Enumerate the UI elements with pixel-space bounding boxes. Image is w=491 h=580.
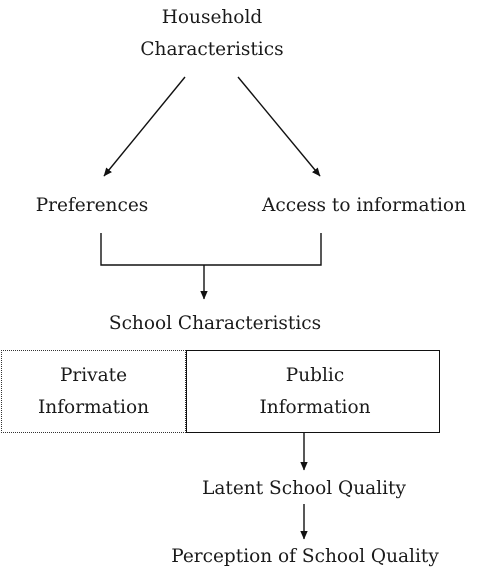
household-line2: Characteristics [140, 39, 284, 60]
preferences-label: Preferences [35, 195, 149, 216]
latent-quality-label: Latent School Quality [202, 478, 406, 499]
access-label: Access to information [262, 195, 466, 216]
edge-household-to-preferences [104, 77, 185, 176]
node-latent-school-quality [182, 473, 426, 505]
node-public-information [200, 360, 430, 424]
private-line2: Information [37, 397, 150, 418]
bracket-preferences-access [101, 233, 321, 265]
school-characteristics-label: School Characteristics [108, 313, 322, 334]
node-preferences [22, 190, 162, 222]
node-private-information [6, 360, 181, 424]
node-household-characteristics [105, 2, 319, 66]
node-perception-of-school-quality [150, 541, 460, 573]
node-access-to-information [262, 190, 491, 222]
private-line1: Private [59, 365, 128, 386]
perception-label: Perception of School Quality [171, 546, 439, 567]
public-line2: Information [259, 397, 371, 418]
public-line1: Public [285, 365, 345, 386]
node-school-characteristics [90, 308, 340, 340]
edge-household-to-access [238, 77, 320, 176]
household-line1: Household [161, 7, 263, 28]
